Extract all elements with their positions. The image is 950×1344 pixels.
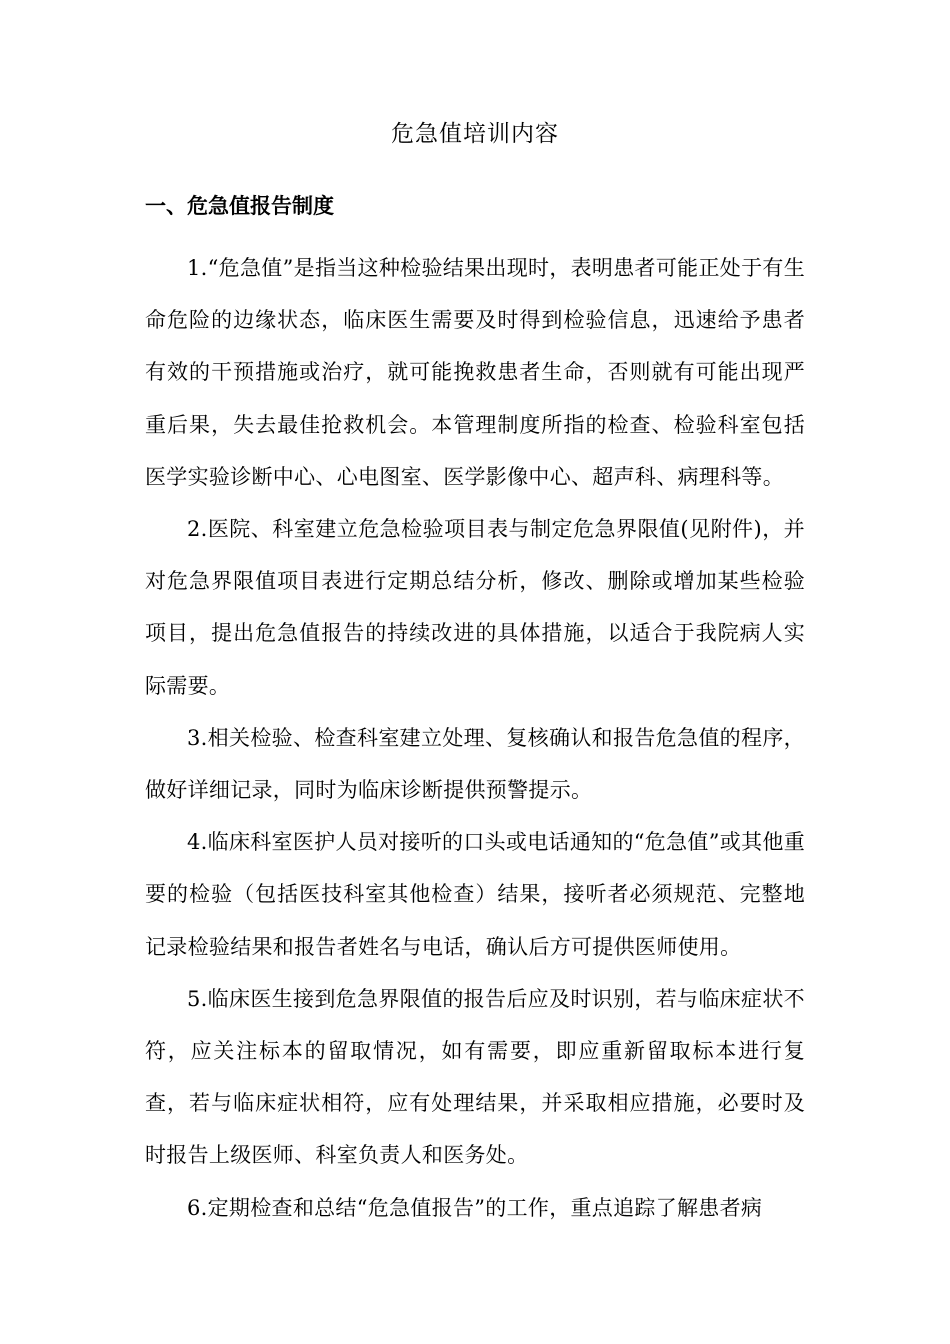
paragraph-5: 5.临床医生接到危急界限值的报告后应及时识别，若与临床症状不符，应关注标本的留取情况，如有需要，即应重新留取标本进行复查，若与临床症状相符，应有处理结果，并采取相应措施，必要时及时报告上级医师、科室负责人和医务处。 — [145, 986, 805, 1168]
paragraph-4: 4.临床科室医护人员对接听的口头或电话通知的“危急值”或其他重要的检验（包括医技科室其他检查）结果，接听者必须规范、完整地记录检验结果和报告者姓名与电话，确认后方可提供医师使用。 — [145, 830, 805, 959]
paragraph-3: 3.相关检验、检查科室建立处理、复核确认和报告危急值的程序，做好详细记录，同时为临床诊断提供预警提示。 — [145, 725, 805, 803]
paragraph-1: 1.“危急值”是指当这种检验结果出现时，表明患者可能正处于有生命危险的边缘状态，临床医生需要及时得到检验信息，迅速给予患者有效的干预措施或治疗，就可能挽救患者生命，否则就有可能出现严重后果，失去最佳抢救机会。本管理制度所指的检查、检验科室包括医学实验诊断中心、心电图室、医学影像中心、超声科、病理科等。 — [145, 256, 805, 489]
document-title: 危急值培训内容 — [391, 121, 559, 147]
body-text — [145, 242, 805, 1234]
section-heading: 一、危急值报告制度 — [145, 194, 334, 218]
paragraph-6: 6.定期检查和总结“危急值报告”的工作，重点追踪了解患者病 — [187, 1195, 763, 1220]
paragraph-2: 2.医院、科室建立危急检验项目表与制定危急界限值(见附件)，并对危急界限值项目表进行定期总结分析，修改、删除或增加某些检验项目，提出危急值报告的持续改进的具体措施，以适合于我院病人实际需要。 — [145, 517, 805, 698]
